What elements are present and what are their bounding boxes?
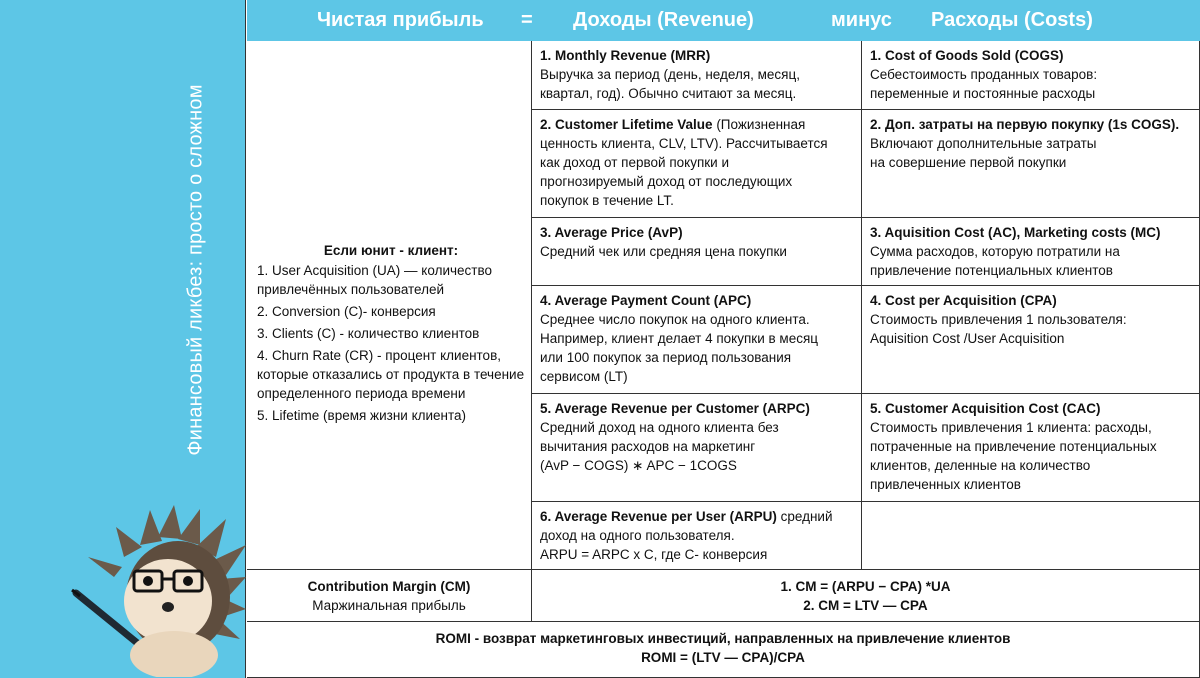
cost-body-line: привлечение потенциальных клиентов <box>870 263 1113 278</box>
unit-item: 5. Lifetime (время жизни клиента) <box>257 408 467 423</box>
cost-cell-1s-cogs <box>862 110 1200 218</box>
hedgehog-icon <box>70 505 246 677</box>
revenue-title: 1. Monthly Revenue (MRR) <box>540 48 711 63</box>
cost-title: 5. Customer Acquisition Cost (CAC) <box>870 401 1101 416</box>
revenue-title: 6. Average Revenue per User (ARPU) <box>540 509 777 524</box>
cost-cell-cpa <box>862 286 1200 394</box>
cm-formula-1: 1. CM = (ARPU − CPA) *UA <box>780 579 951 594</box>
unit-item: 4. Churn Rate (CR) - процент клиентов, которые отказались от продукта в течение определенного периода времени <box>257 348 525 401</box>
revenue-title: 2. Customer Lifetime Value <box>540 117 713 132</box>
romi-formula: ROMI = (LTV — CPA)/CPA <box>641 650 805 665</box>
revenue-body-line: (AvP − COGS) ∗ APC − 1COGS <box>540 458 737 473</box>
revenue-title: 4. Average Payment Count (APC) <box>540 293 752 308</box>
revenue-cell-mrr <box>532 41 862 110</box>
unit-item: 3. Clients (C) - количество клиентов <box>257 326 480 341</box>
cost-title: 3. Aquisition Cost (AC), Marketing costs (MC) <box>870 225 1161 240</box>
revenue-cell-apc <box>532 286 862 394</box>
cost-body-line: Стоимость привлечения 1 клиента: расходы, <box>870 420 1152 435</box>
cost-body-line: на совершение первой покупки <box>870 155 1067 170</box>
header-bar <box>247 0 1200 42</box>
side-title: Финансовый ликбез: просто о сложном <box>184 84 207 456</box>
cost-cell-cogs <box>862 41 1200 110</box>
cm-label-cell <box>247 570 532 622</box>
revenue-cell-avp <box>532 218 862 286</box>
header-minus: минус <box>831 9 892 31</box>
cm-formula-cell <box>532 570 1200 622</box>
revenue-body-line: прогнозируемый доход от последующих <box>540 174 793 189</box>
revenue-cell-arpc <box>532 394 862 502</box>
sidebar <box>0 0 246 678</box>
revenue-body-line: квартал, год). Обычно считают за месяц. <box>540 86 797 101</box>
cost-body-line: потраченные на привлечение потенциальных <box>870 439 1157 454</box>
cost-cell-empty <box>862 502 1200 570</box>
revenue-body-line: вычитания расходов на маркетинг <box>540 439 756 454</box>
header-revenue: Доходы (Revenue) <box>573 9 754 31</box>
revenue-body-line: Среднее число покупок на одного клиента. <box>540 312 810 327</box>
revenue-cell-arpu <box>532 502 862 570</box>
romi-cell <box>247 622 1200 678</box>
cost-title: 1. Cost of Goods Sold (COGS) <box>870 48 1064 63</box>
revenue-body-line: или 100 покупок за период пользования <box>540 350 792 365</box>
revenue-title-suffix: (Пожизненная <box>712 117 806 132</box>
revenue-body-line: сервисом (LT) <box>540 369 628 384</box>
cost-title: 4. Cost per Acquisition (CPA) <box>870 293 1057 308</box>
unit-item: 2. Conversion (C)- конверсия <box>257 304 436 319</box>
revenue-body-line: как доход от первой покупки и <box>540 155 730 170</box>
unit-item: 1. User Acquisition (UA) — количество привлечённых пользователей <box>257 263 492 297</box>
unit-cell <box>247 41 532 570</box>
revenue-body-line: доход на одного пользователя. <box>540 528 735 543</box>
cost-body-line: Aquisition Cost /User Acquisition <box>870 331 1065 346</box>
revenue-body-line: Средний чек или средняя цена покупки <box>540 244 787 259</box>
revenue-title-suffix: средний <box>776 509 833 524</box>
revenue-title: 3. Average Price (AvP) <box>540 225 683 240</box>
header-costs: Расходы (Costs) <box>931 9 1093 31</box>
cost-cell-cac <box>862 394 1200 502</box>
romi-title: ROMI - возврат маркетинговых инвестиций, направленных на привлечение клиентов <box>435 631 1011 646</box>
cost-title: 2. Доп. затраты на первую покупку (1s COGS). <box>870 117 1180 132</box>
cm-title: Contribution Margin (CM) <box>307 579 471 594</box>
revenue-title: 5. Average Revenue per Customer (ARPC) <box>540 401 810 416</box>
revenue-body-line: Средний доход на одного клиента без <box>540 420 779 435</box>
header-equals: = <box>521 9 533 31</box>
cost-cell-ac <box>862 218 1200 286</box>
cost-body-line: переменные и постоянные расходы <box>870 86 1096 101</box>
revenue-body-line: ценность клиента, CLV, LTV). Рассчитывается <box>540 136 828 151</box>
header-profit: Чистая прибыль <box>317 9 484 31</box>
revenue-body-line: ARPU = ARPC x C, где С- конверсия <box>540 547 768 562</box>
cost-body-line: клиентов, деленные на количество <box>870 458 1091 473</box>
cm-subtitle: Маржинальная прибыль <box>312 598 466 613</box>
cost-body-line: Себестоимость проданных товаров: <box>870 67 1098 82</box>
revenue-body-line: Выручка за период (день, неделя, месяц, <box>540 67 800 82</box>
cm-formula-2: 2. CM = LTV — CPA <box>803 598 928 613</box>
cost-body-line: Стоимость привлечения 1 пользователя: <box>870 312 1127 327</box>
cost-body-line: Сумма расходов, которую потратили на <box>870 244 1120 259</box>
cost-body-line: привлеченных клиентов <box>870 477 1021 492</box>
revenue-cell-ltv <box>532 110 862 218</box>
revenue-body-line: покупок в течение LT. <box>540 193 674 208</box>
revenue-body-line: Например, клиент делает 4 покупки в месяц <box>540 331 819 346</box>
unit-title: Если юнит - клиент: <box>323 243 459 258</box>
cost-body-line: Включают дополнительные затраты <box>870 136 1097 151</box>
